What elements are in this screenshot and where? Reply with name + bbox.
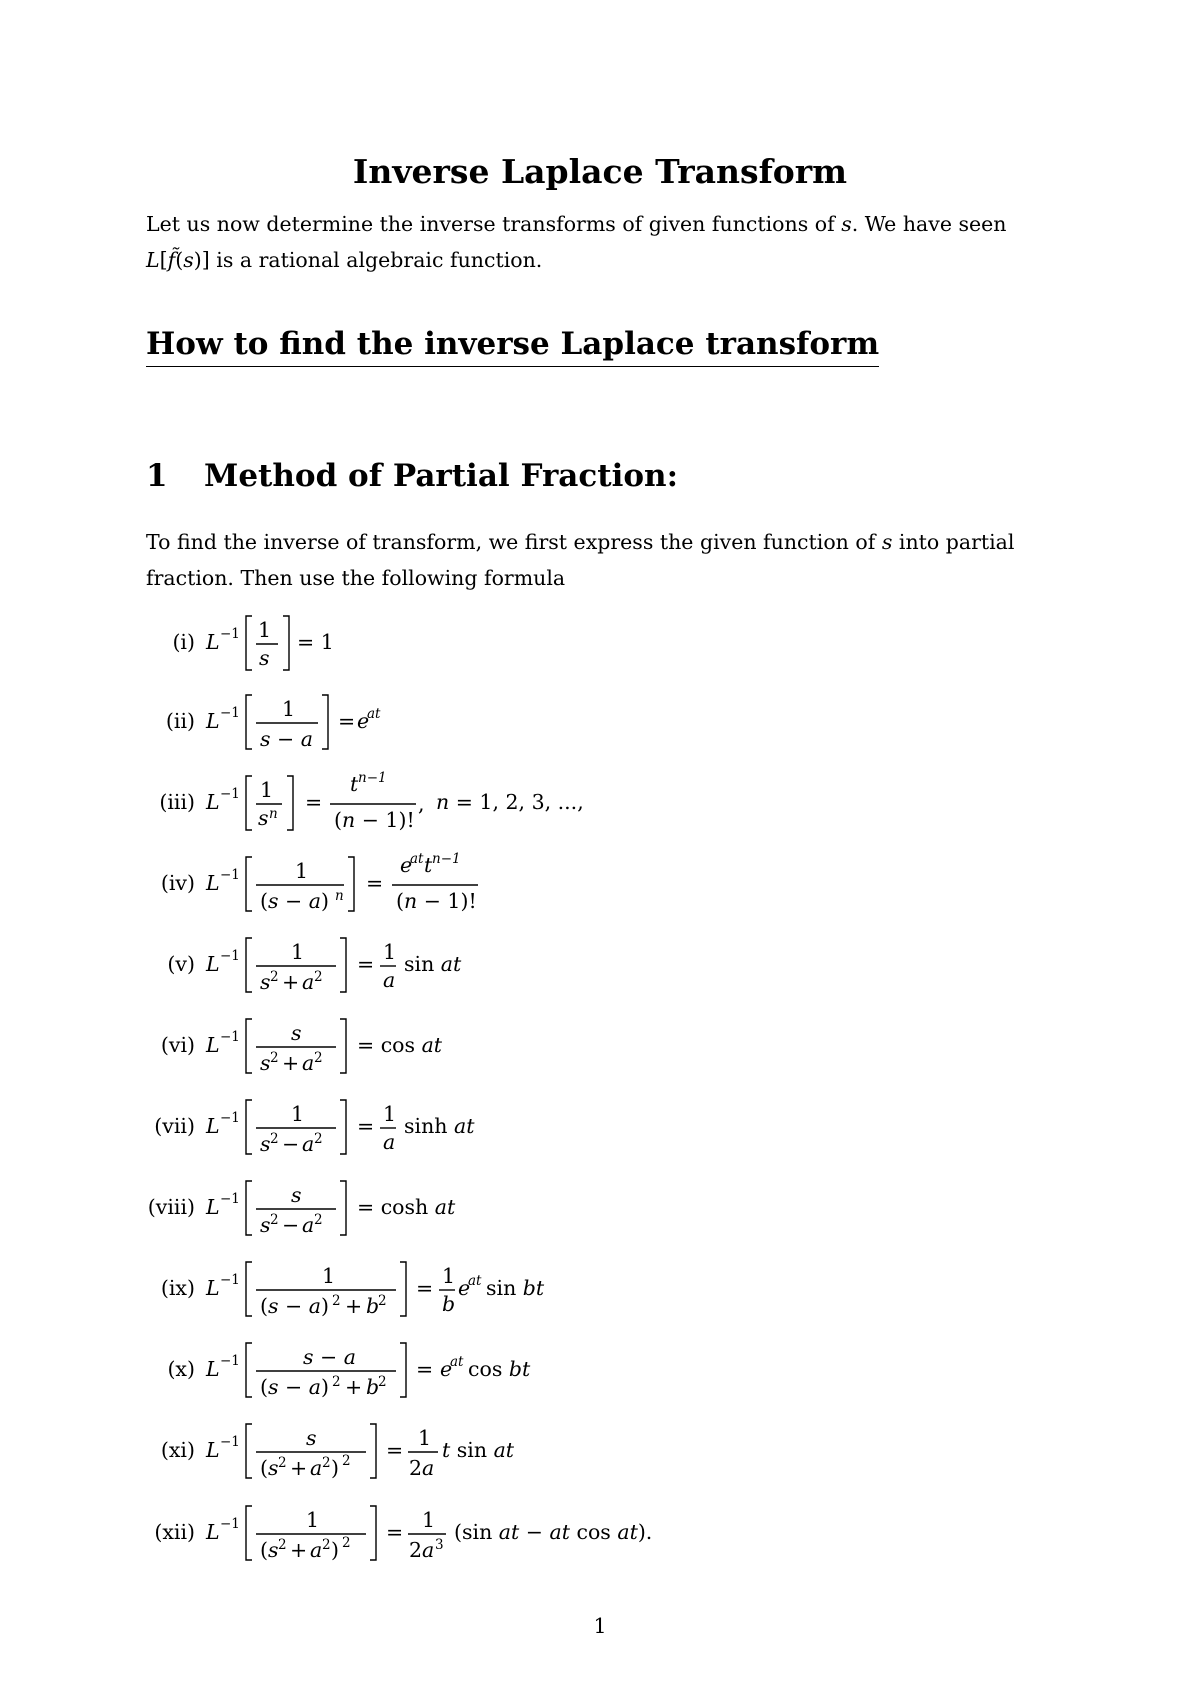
svg-text:=: =	[338, 709, 356, 733]
svg-text:t sin at: t sin at	[442, 1438, 515, 1462]
svg-text:= 1: = 1	[297, 630, 334, 654]
svg-text:): )	[331, 1456, 339, 1480]
svg-text:−1: −1	[220, 1353, 240, 1369]
svg-text:1: 1	[418, 1426, 432, 1450]
formula-expression	[200, 851, 600, 915]
svg-text:2: 2	[342, 1453, 351, 1469]
svg-text:+: +	[345, 1294, 363, 1318]
section-heading: How to find the inverse Laplace transform	[146, 326, 879, 367]
svg-text:s: s	[291, 1021, 302, 1045]
svg-text:−1: −1	[220, 867, 240, 883]
svg-text:(s − a): (s − a)	[260, 1375, 329, 1399]
svg-text:L: L	[206, 790, 220, 814]
svg-text:2: 2	[314, 1131, 323, 1147]
svg-text:L: L	[206, 952, 220, 976]
svg-text:−1: −1	[220, 626, 240, 642]
formula-xi	[0, 1418, 1200, 1482]
svg-text:(n − 1)!: (n − 1)!	[396, 889, 477, 913]
svg-text:b: b	[442, 1292, 456, 1316]
svg-text:=: =	[357, 952, 375, 976]
subsection-number: 1	[146, 458, 168, 494]
svg-text:2: 2	[342, 1535, 351, 1551]
svg-text:n−1: n−1	[358, 770, 387, 786]
svg-text:=: =	[416, 1276, 434, 1300]
svg-text:+: +	[290, 1538, 308, 1562]
svg-text:sinh at: sinh at	[404, 1114, 475, 1138]
svg-text:,: ,	[418, 792, 425, 816]
svg-text:s: s	[260, 1051, 271, 1075]
svg-text:1: 1	[442, 1264, 456, 1288]
formula-expression	[200, 1175, 600, 1239]
svg-text:L: L	[206, 630, 220, 654]
svg-text:=: =	[386, 1520, 404, 1544]
svg-text:n−1: n−1	[432, 851, 461, 867]
svg-text:=: =	[305, 790, 323, 814]
svg-text:sin at: sin at	[404, 952, 462, 976]
svg-text:= cos at: = cos at	[357, 1033, 443, 1057]
svg-text:1: 1	[383, 940, 397, 964]
svg-text:1: 1	[383, 1102, 397, 1126]
svg-text:a: a	[383, 968, 396, 992]
svg-text:L: L	[206, 1357, 220, 1381]
formula-iii	[0, 770, 1200, 834]
svg-text:1: 1	[322, 1264, 336, 1288]
svg-text:−1: −1	[220, 1191, 240, 1207]
svg-text:=: =	[357, 1114, 375, 1138]
svg-text:−1: −1	[220, 948, 240, 964]
formula-label: (x)	[167, 1357, 195, 1381]
svg-text:a: a	[302, 1213, 315, 1237]
svg-text:cos bt: cos bt	[468, 1357, 531, 1381]
svg-text:1: 1	[295, 859, 309, 883]
svg-text:(s − a): (s − a)	[260, 889, 329, 913]
svg-text:2: 2	[314, 969, 323, 985]
svg-text:L: L	[206, 1195, 220, 1219]
svg-text:1: 1	[306, 1508, 320, 1532]
svg-text:1: 1	[291, 1102, 305, 1126]
svg-text:a: a	[302, 1051, 315, 1075]
svg-text:at: at	[450, 1354, 464, 1370]
svg-text:(sin at − at cos at).: (sin at − at cos at).	[454, 1520, 653, 1544]
svg-text:2: 2	[332, 1293, 341, 1309]
formula-vii	[0, 1094, 1200, 1158]
formula-label: (xi)	[160, 1438, 195, 1462]
formula-expression	[200, 1418, 600, 1482]
svg-text:(s − a): (s − a)	[260, 1294, 329, 1318]
formula-expression	[200, 1094, 600, 1158]
svg-text:2: 2	[270, 1050, 279, 1066]
svg-text:s: s	[259, 646, 270, 670]
svg-text:n: n	[269, 806, 278, 822]
svg-text:L: L	[206, 1114, 220, 1138]
intro-line-1: Let us now determine the inverse transforms of given functions of s. We have seen	[146, 212, 1007, 236]
svg-text:2: 2	[270, 1212, 279, 1228]
formula-label: (iii)	[159, 790, 195, 814]
svg-text:2: 2	[378, 1374, 387, 1390]
svg-text:=: =	[386, 1438, 404, 1462]
svg-text:−: −	[282, 1132, 300, 1156]
svg-text:= cosh at: = cosh at	[357, 1195, 456, 1219]
svg-text:): )	[331, 1538, 339, 1562]
svg-text:s: s	[260, 1213, 271, 1237]
svg-text:1: 1	[282, 697, 296, 721]
formula-expression	[200, 610, 600, 674]
method-line-1: To find the inverse of transform, we first express the given function of s into partial	[146, 530, 1015, 554]
svg-text:at: at	[367, 706, 381, 722]
svg-text:2a: 2a	[409, 1456, 435, 1480]
svg-text:+: +	[282, 970, 300, 994]
formula-expression	[200, 1256, 600, 1320]
svg-text:1: 1	[260, 778, 274, 802]
formula-label: (viii)	[147, 1195, 195, 1219]
svg-text:a: a	[310, 1538, 323, 1562]
formula-label: (i)	[172, 630, 195, 654]
svg-text:e: e	[458, 1276, 471, 1300]
svg-text:+: +	[282, 1051, 300, 1075]
svg-text:at: at	[410, 851, 424, 867]
page-number: 1	[593, 1614, 607, 1638]
svg-text:2: 2	[278, 1455, 287, 1471]
formula-expression	[200, 1500, 720, 1564]
formula-expression	[200, 1337, 600, 1401]
svg-text:2: 2	[314, 1212, 323, 1228]
formula-expression	[200, 770, 720, 834]
formula-label: (xii)	[154, 1520, 195, 1544]
svg-text:(n − 1)!: (n − 1)!	[334, 808, 415, 832]
svg-text:2: 2	[322, 1537, 331, 1553]
svg-text:s: s	[260, 1132, 271, 1156]
formula-ix	[0, 1256, 1200, 1320]
method-line-2: fraction. Then use the following formula	[146, 566, 566, 590]
svg-text:L: L	[206, 709, 220, 733]
svg-text:(s: (s	[260, 1538, 279, 1562]
svg-text:2: 2	[314, 1050, 323, 1066]
svg-text:n = 1, 2, 3, ...,: n = 1, 2, 3, ...,	[436, 790, 584, 814]
formula-expression	[200, 1013, 600, 1077]
svg-text:t: t	[424, 853, 433, 877]
svg-text:=: =	[366, 871, 384, 895]
formula-label: (v)	[167, 952, 195, 976]
svg-text:L: L	[206, 1438, 220, 1462]
svg-text:a: a	[383, 1130, 396, 1154]
svg-text:2: 2	[278, 1537, 287, 1553]
svg-text:s: s	[306, 1426, 317, 1450]
formula-vi	[0, 1013, 1200, 1077]
svg-text:s − a: s − a	[303, 1345, 356, 1369]
svg-text:L: L	[206, 871, 220, 895]
formula-iv	[0, 851, 1200, 915]
formula-v	[0, 932, 1200, 996]
svg-text:+: +	[290, 1456, 308, 1480]
svg-text:a: a	[310, 1456, 323, 1480]
svg-text:2: 2	[332, 1374, 341, 1390]
formula-viii	[0, 1175, 1200, 1239]
svg-text:t: t	[350, 772, 359, 796]
svg-text:a: a	[302, 970, 315, 994]
intro-line-2: L[f̃(s)] is a rational algebraic function.	[146, 248, 543, 272]
svg-text:2: 2	[270, 969, 279, 985]
svg-text:−1: −1	[220, 1516, 240, 1532]
svg-text:e: e	[357, 709, 370, 733]
formula-i	[0, 610, 1200, 674]
svg-text:1: 1	[422, 1508, 436, 1532]
formula-expression	[200, 932, 600, 996]
svg-text:−: −	[282, 1213, 300, 1237]
svg-text:−1: −1	[220, 1029, 240, 1045]
formula-label: (vii)	[154, 1114, 195, 1138]
subsection-title: Method of Partial Fraction:	[204, 458, 679, 494]
svg-text:−1: −1	[220, 1272, 240, 1288]
svg-text:=: =	[416, 1357, 434, 1381]
svg-text:−1: −1	[220, 786, 240, 802]
svg-text:2: 2	[270, 1131, 279, 1147]
formula-label: (vi)	[160, 1033, 195, 1057]
svg-text:3: 3	[435, 1537, 444, 1553]
formula-label: (ix)	[160, 1276, 195, 1300]
svg-text:n: n	[335, 888, 344, 904]
svg-text:2a: 2a	[409, 1538, 435, 1562]
svg-text:+: +	[345, 1375, 363, 1399]
svg-text:−1: −1	[220, 705, 240, 721]
page-title: Inverse Laplace Transform	[352, 152, 848, 191]
svg-text:s: s	[258, 806, 269, 830]
svg-text:s: s	[291, 1183, 302, 1207]
svg-text:−1: −1	[220, 1110, 240, 1126]
svg-text:L: L	[206, 1033, 220, 1057]
svg-text:at: at	[468, 1273, 482, 1289]
formula-ii	[0, 689, 1200, 753]
svg-text:s: s	[260, 970, 271, 994]
svg-text:e: e	[440, 1357, 453, 1381]
svg-text:L: L	[206, 1276, 220, 1300]
svg-text:1: 1	[258, 618, 272, 642]
formula-label: (ii)	[165, 709, 195, 733]
svg-text:L: L	[206, 1520, 220, 1544]
svg-text:e: e	[400, 853, 413, 877]
svg-text:2: 2	[322, 1455, 331, 1471]
svg-text:sin bt: sin bt	[486, 1276, 545, 1300]
svg-text:−1: −1	[220, 1434, 240, 1450]
formula-label: (iv)	[160, 871, 195, 895]
formula-expression	[200, 689, 600, 753]
svg-text:s − a: s − a	[260, 727, 313, 751]
formula-xii	[0, 1500, 1200, 1564]
formula-x	[0, 1337, 1200, 1401]
svg-text:b: b	[366, 1294, 380, 1318]
svg-text:a: a	[302, 1132, 315, 1156]
svg-text:1: 1	[291, 940, 305, 964]
svg-text:b: b	[366, 1375, 380, 1399]
svg-text:(s: (s	[260, 1456, 279, 1480]
svg-text:2: 2	[378, 1293, 387, 1309]
